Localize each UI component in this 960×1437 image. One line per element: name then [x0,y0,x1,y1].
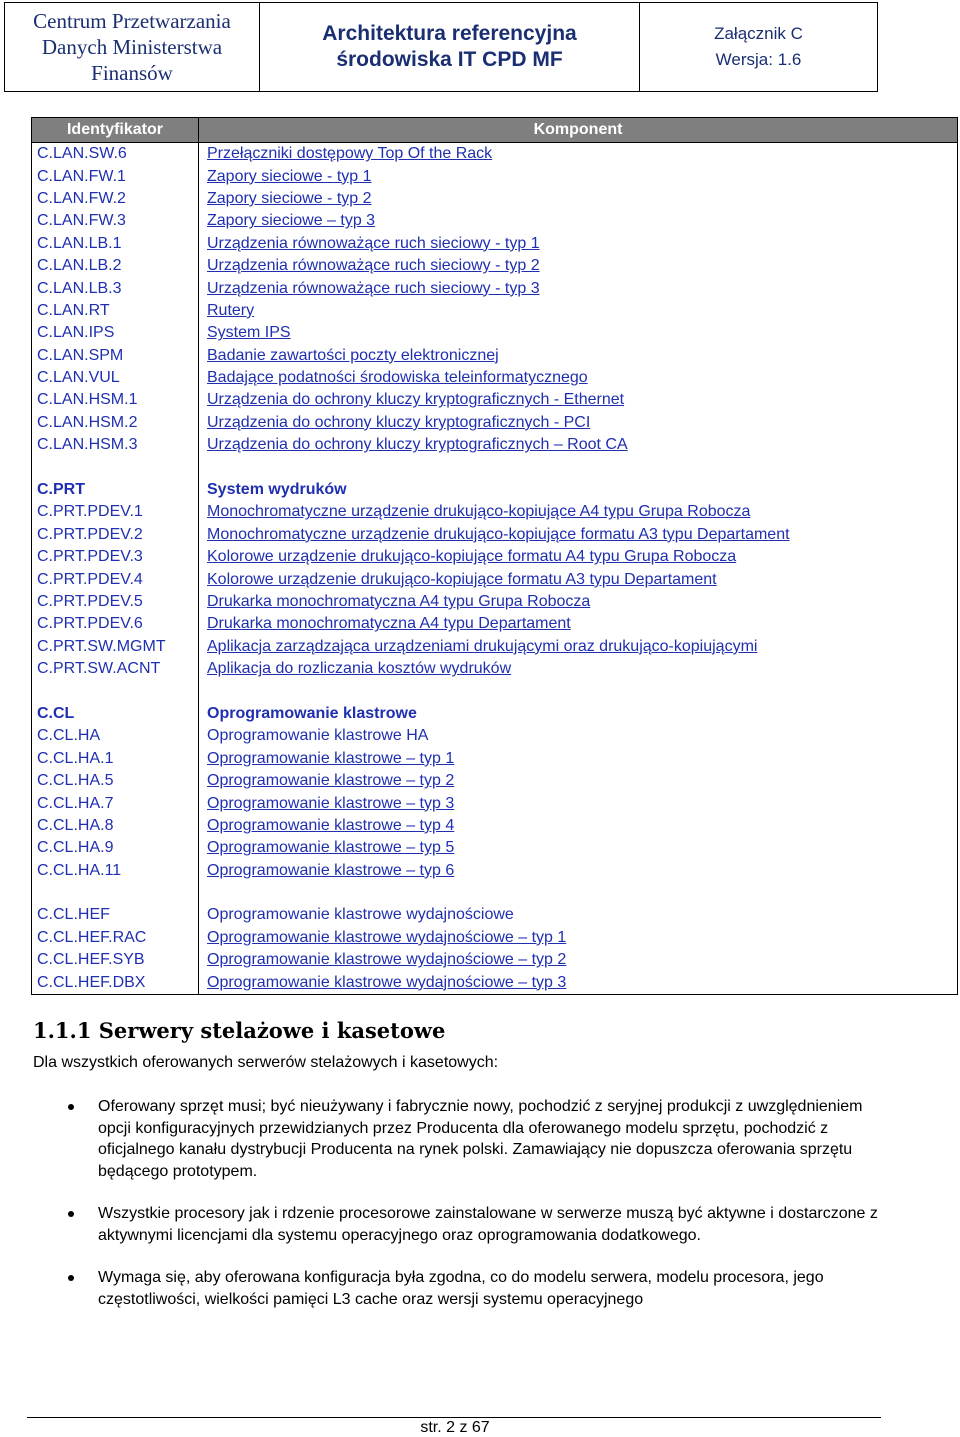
list-item-text: Wszystkie procesory jak i rdzenie procesorowe zainstalowane w serwerze muszą być aktywne i dostarczone z aktywnymi licencjami dla systemu operacyjnego oraz oprogramowania dodatkowego. [98,1205,878,1244]
table-row[interactable] [32,524,958,546]
row-id: C.PRT.SW.MGMT [32,636,199,658]
header-organization [5,3,260,91]
column-header-component: Komponent [199,118,958,143]
table-spacer-row [32,882,958,904]
row-id: C.PRT.PDEV.1 [32,501,199,523]
row-id: C.LAN.RT [32,300,199,322]
row-component-link[interactable]: Aplikacja zarządzająca urządzeniami drukującymi oraz drukująco-kopiującymi [199,636,958,658]
table-row[interactable] [32,770,958,792]
row-component-link[interactable]: Urządzenia równoważące ruch sieciowy - typ 2 [199,255,958,277]
table-row[interactable] [32,143,958,166]
section-intro: Dla wszystkich oferowanych serwerów stelażowych i kasetowych: [33,1054,499,1071]
row-id: C.CL.HA.1 [32,748,199,770]
row-component-link[interactable]: Drukarka monochromatyczna A4 typu Departament [199,613,958,635]
row-component-link[interactable]: Kolorowe urządzenie drukująco-kopiujące formatu A3 typu Departament [199,568,958,590]
table-row[interactable] [32,501,958,523]
row-id: C.LAN.SPM [32,345,199,367]
table-row[interactable] [32,658,958,680]
table-row[interactable] [32,837,958,859]
header-meta [640,3,877,91]
table-group-row[interactable] [32,703,958,725]
row-component-group[interactable]: Oprogramowanie klastrowe [199,703,958,725]
row-component-link[interactable]: Oprogramowanie klastrowe wydajnościowe – typ 2 [199,949,958,971]
row-id: C.CL.HEF [32,904,199,926]
page-header [4,2,878,92]
table-row[interactable] [32,591,958,613]
row-id: C.LAN.HSM.2 [32,412,199,434]
row-component-label[interactable]: Oprogramowanie klastrowe wydajnościowe [199,904,958,926]
section-heading: 1.1.1 Serwery stelażowe i kasetowe [33,1018,446,1043]
list-item [60,1203,890,1246]
spacer-cell [32,456,199,478]
row-id: C.LAN.FW.2 [32,188,199,210]
row-id: C.PRT.PDEV.6 [32,613,199,635]
row-component-link[interactable]: Oprogramowanie klastrowe – typ 1 [199,748,958,770]
row-component-link[interactable]: Oprogramowanie klastrowe – typ 2 [199,770,958,792]
spacer-cell [199,680,958,702]
bullet-icon [68,1275,74,1281]
table-row[interactable] [32,188,958,210]
row-component-link[interactable]: Oprogramowanie klastrowe wydajnościowe – typ 3 [199,971,958,994]
table-row[interactable] [32,210,958,232]
row-component-link[interactable]: Oprogramowanie klastrowe – typ 3 [199,792,958,814]
spacer-cell [32,680,199,702]
row-id: C.LAN.LB.2 [32,255,199,277]
attachment-label: Załącznik C [714,24,803,43]
row-id: C.PRT.PDEV.3 [32,546,199,568]
row-id: C.PRT.SW.ACNT [32,658,199,680]
row-id: C.CL.HA [32,725,199,747]
list-item-text: Oferowany sprzęt musi; być nieużywany i fabrycznie nowy, pochodzić z seryjnej produkcji z uwzględnieniem opcji konfiguracyjnych przewidzianych przez Producenta dla oferowanego modelu sprzętu, pochodzić z oficjalnego kanału dystrybucji Producenta na rynek polski. Zamawiający nie dopuszcza oferowania sprzętu będącego prototypem. [98,1098,863,1180]
row-component-link[interactable]: Urządzenia równoważące ruch sieciowy - typ 1 [199,233,958,255]
row-component-link[interactable]: Przełączniki dostępowy Top Of the Rack [199,143,958,166]
table-row[interactable] [32,412,958,434]
row-id: C.LAN.IPS [32,322,199,344]
bullet-icon [68,1104,74,1110]
table-row[interactable] [32,255,958,277]
table-row[interactable] [32,949,958,971]
table-header-row [32,118,958,143]
row-component-link[interactable]: Drukarka monochromatyczna A4 typu Grupa Robocza [199,591,958,613]
table-row[interactable] [32,792,958,814]
row-id: C.LAN.HSM.1 [32,389,199,411]
table-row[interactable] [32,165,958,187]
table-row[interactable] [32,636,958,658]
bullet-icon [68,1211,74,1217]
footer-divider [27,1417,881,1418]
row-component-link[interactable]: Badanie zawartości poczty elektronicznej [199,345,958,367]
table-row[interactable] [32,233,958,255]
table-row[interactable] [32,277,958,299]
row-component-link[interactable]: Kolorowe urządzenie drukująco-kopiujące formatu A4 typu Grupa Robocza [199,546,958,568]
row-id: C.LAN.VUL [32,367,199,389]
list-item [60,1267,890,1310]
row-component-link[interactable]: Urządzenia do ochrony kluczy kryptograficznych - PCI [199,412,958,434]
row-component-link[interactable]: Urządzenia do ochrony kluczy kryptograficznych - Ethernet [199,389,958,411]
org-line-1: Centrum Przetwarzania [33,9,231,33]
table-row[interactable] [32,367,958,389]
components-table [31,117,958,995]
row-component-link[interactable]: Monochromatyczne urządzenie drukująco-kopiujące formatu A3 typu Departament [199,524,958,546]
row-component-link[interactable]: Oprogramowanie klastrowe – typ 4 [199,815,958,837]
table-row[interactable] [32,748,958,770]
row-component-link[interactable]: Oprogramowanie klastrowe – typ 6 [199,860,958,882]
row-id: C.CL.HEF.DBX [32,971,199,994]
table-row[interactable] [32,300,958,322]
header-document-title [260,3,640,91]
row-id: C.CL.HA.8 [32,815,199,837]
table-row[interactable] [32,322,958,344]
org-line-2: Danych Ministerstwa [41,35,223,59]
row-component-link[interactable]: Zapory sieciowe - typ 2 [199,188,958,210]
column-header-identifier: Identyfikator [32,118,199,143]
row-component-link[interactable]: Oprogramowanie klastrowe – typ 5 [199,837,958,859]
table-row[interactable] [32,389,958,411]
page-number: str. 2 z 67 [420,1419,490,1436]
row-component-group[interactable]: System wydruków [199,479,958,501]
table-row[interactable] [32,860,958,882]
row-id: C.CL.HA.11 [32,860,199,882]
version-label: Wersja: 1.6 [715,50,802,69]
row-component-link[interactable]: Urządzenia do ochrony kluczy kryptograficznych – Root CA [199,434,958,456]
row-id: C.CL.HEF.SYB [32,949,199,971]
table-group-row[interactable] [32,479,958,501]
row-component-link[interactable]: Zapory sieciowe – typ 3 [199,210,958,232]
row-component-link[interactable]: Urządzenia równoważące ruch sieciowy - typ 3 [199,277,958,299]
title-line-2: środowiska IT CPD MF [336,48,563,71]
row-id: C.LAN.SW.6 [32,143,199,166]
row-component-link[interactable]: Oprogramowanie klastrowe wydajnościowe – typ 1 [199,927,958,949]
spacer-cell [32,882,199,904]
row-component-link[interactable]: Zapory sieciowe - typ 1 [199,165,958,187]
row-id: C.LAN.FW.1 [32,165,199,187]
table-row[interactable] [32,927,958,949]
row-id: C.CL.HA.5 [32,770,199,792]
row-id: C.CL [32,703,199,725]
row-component-label[interactable]: Oprogramowanie klastrowe HA [199,725,958,747]
spacer-cell [199,456,958,478]
org-line-3: Finansów [91,61,173,85]
table-row[interactable] [32,725,958,747]
row-component-link[interactable]: Aplikacja do rozliczania kosztów wydruków [199,658,958,680]
row-id: C.LAN.HSM.3 [32,434,199,456]
list-item [60,1096,890,1182]
table-row[interactable] [32,546,958,568]
table-spacer-row [32,680,958,702]
row-id: C.PRT.PDEV.5 [32,591,199,613]
row-component-link[interactable]: Monochromatyczne urządzenie drukująco-kopiujące A4 typu Grupa Robocza [199,501,958,523]
table-row[interactable] [32,815,958,837]
requirements-list [60,1096,890,1331]
table-row[interactable] [32,904,958,926]
row-id: C.LAN.FW.3 [32,210,199,232]
row-component-link[interactable]: System IPS [199,322,958,344]
table-row[interactable] [32,345,958,367]
row-id: C.PRT.PDEV.2 [32,524,199,546]
row-id: C.CL.HEF.RAC [32,927,199,949]
row-id: C.CL.HA.7 [32,792,199,814]
table-row[interactable] [32,434,958,456]
row-component-link[interactable]: Rutery [199,300,958,322]
row-id: C.PRT [32,479,199,501]
table-row[interactable] [32,613,958,635]
row-id: C.LAN.LB.1 [32,233,199,255]
table-row[interactable] [32,568,958,590]
spacer-cell [199,882,958,904]
table-spacer-row [32,456,958,478]
table-row[interactable] [32,971,958,994]
row-id: C.PRT.PDEV.4 [32,568,199,590]
title-line-1: Architektura referencyjna [322,22,577,45]
list-item-text: Wymaga się, aby oferowana konfiguracja była zgodna, co do modelu serwera, modelu procesora, jego częstotliwości, wielkości pamięci L3 cache oraz wersji systemu operacyjnego [98,1269,824,1308]
row-id: C.LAN.LB.3 [32,277,199,299]
row-component-link[interactable]: Badające podatności środowiska teleinformatycznego [199,367,958,389]
row-id: C.CL.HA.9 [32,837,199,859]
